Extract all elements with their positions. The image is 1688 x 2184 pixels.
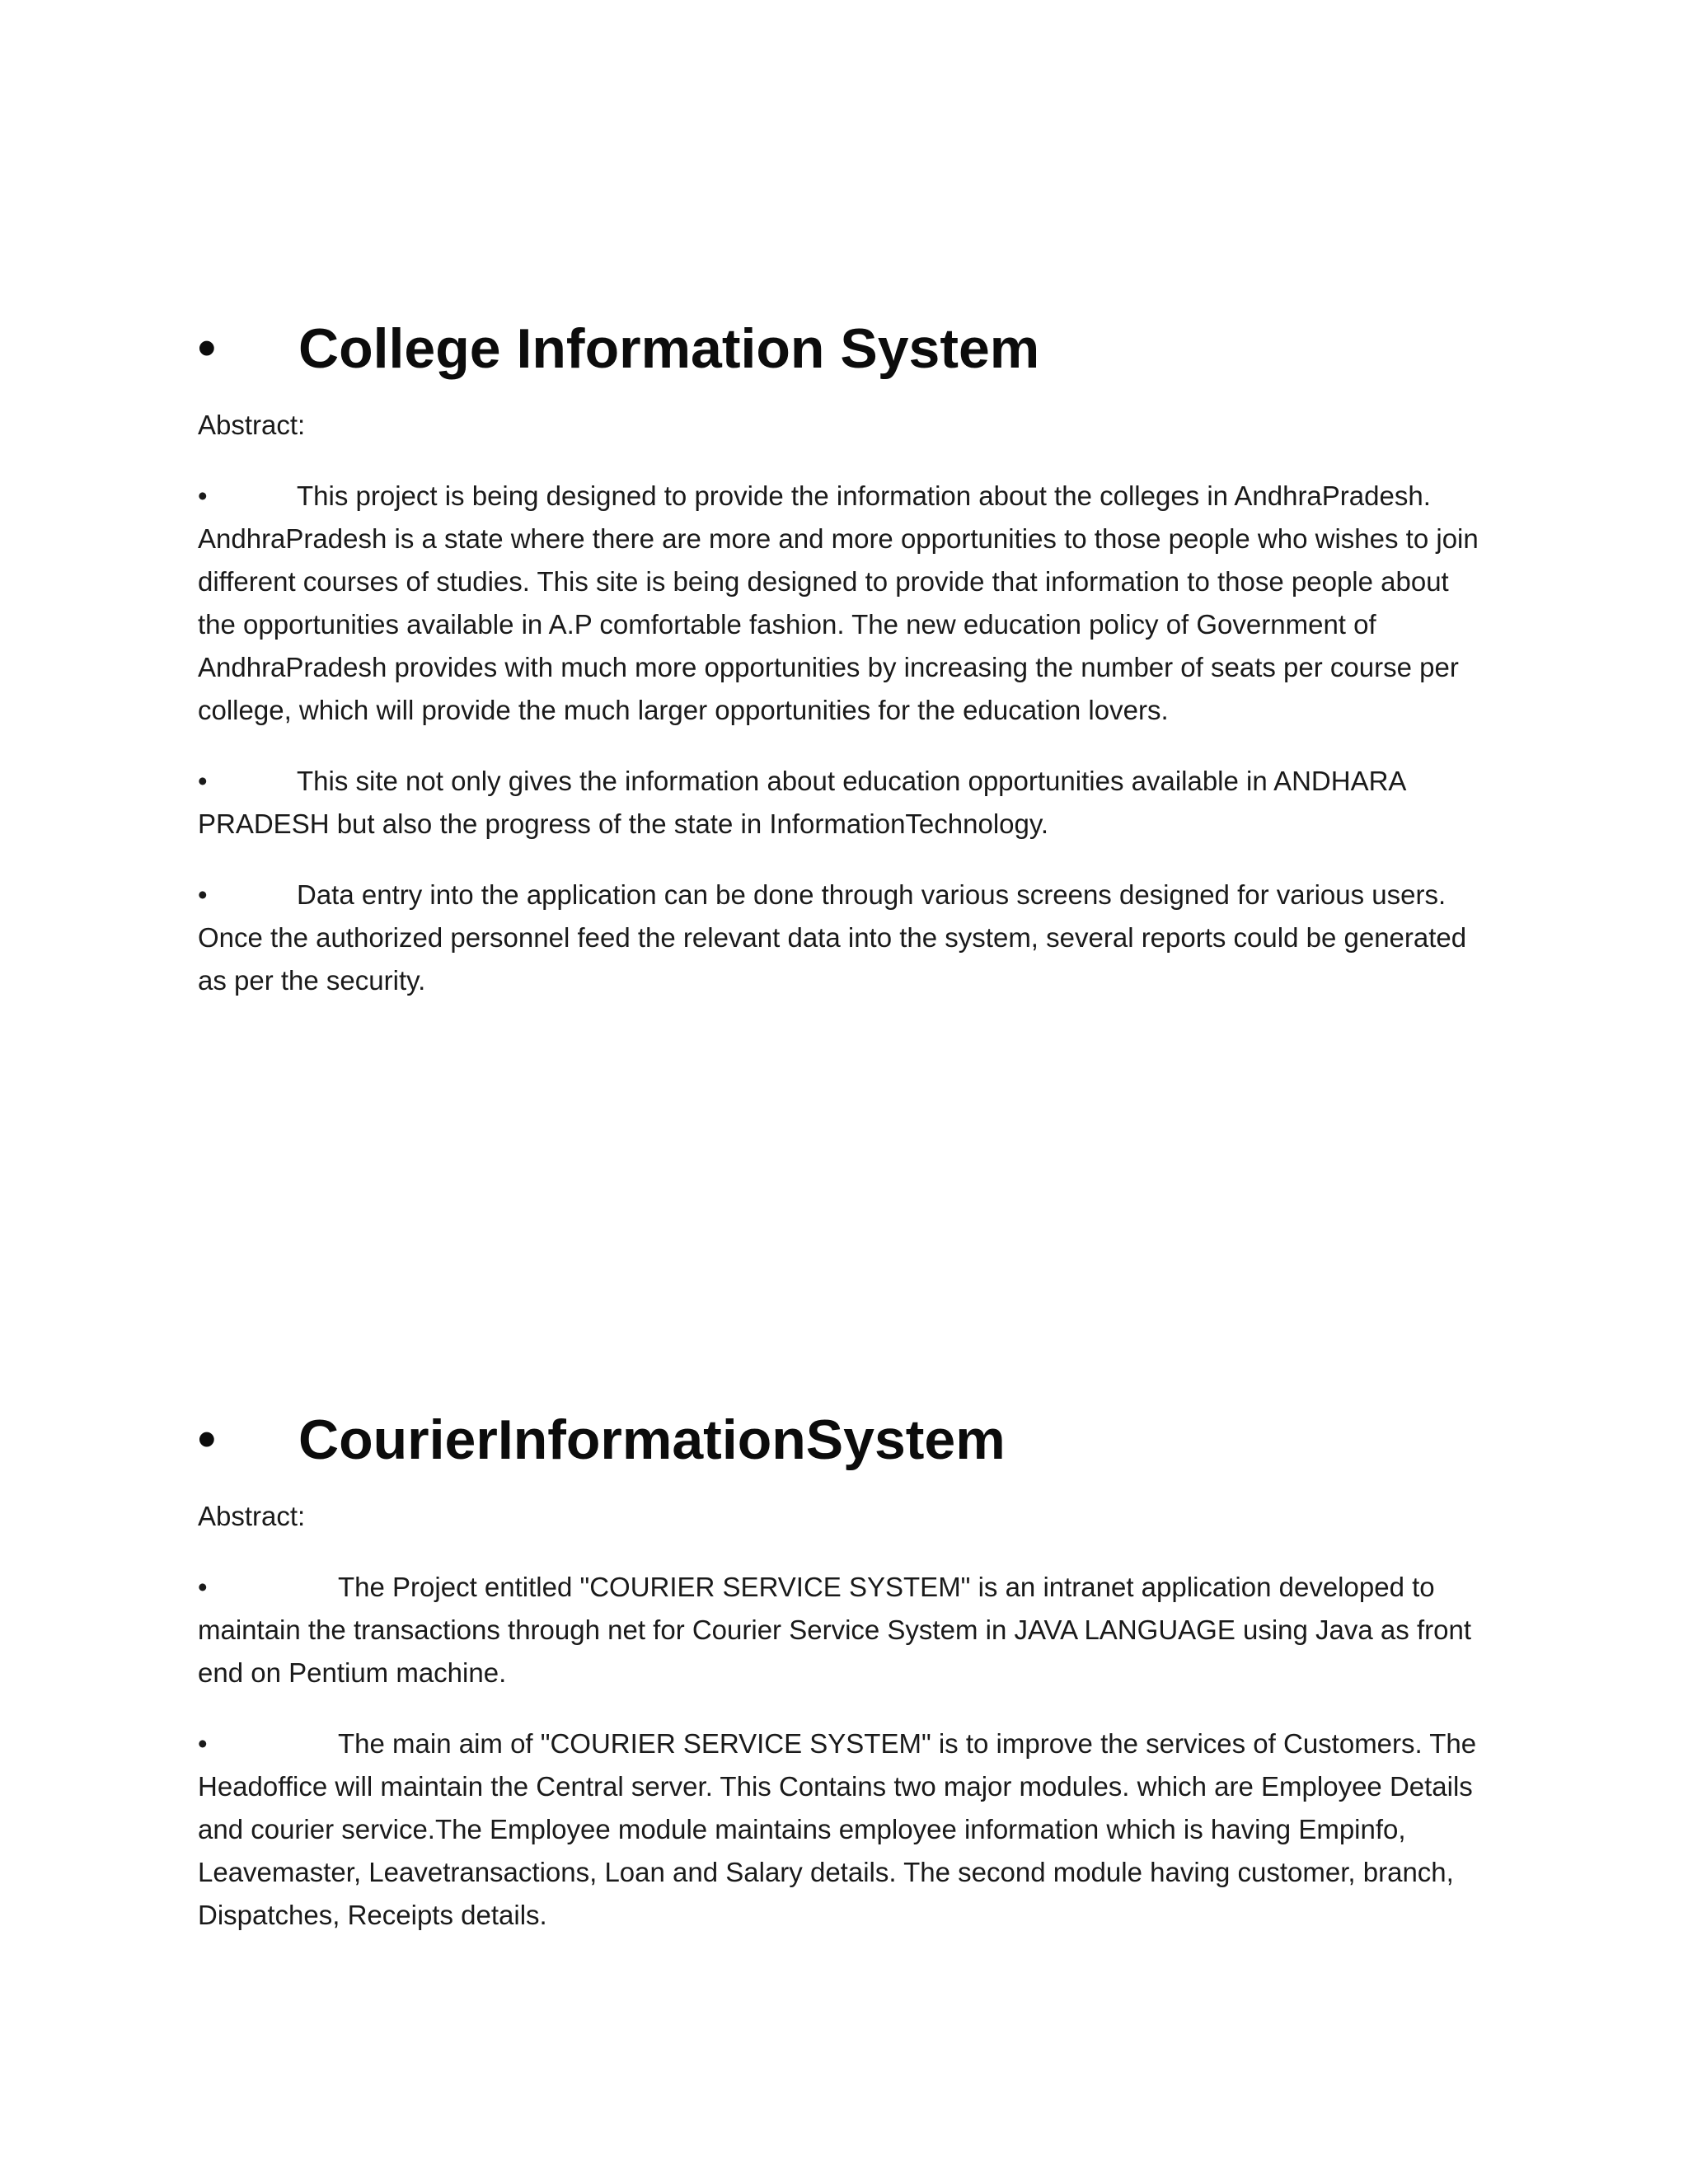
heading-bullet: • — [198, 1411, 216, 1468]
abstract-paragraph — [198, 874, 1492, 1002]
paragraph-text: The Project entitled "COURIER SERVICE SYSTEM" is an intranet application developed to maintain the transactions through net for Courier Service System in JAVA LANGUAGE using Java as front end on Pentium machine. — [198, 1572, 1471, 1688]
section-heading — [198, 312, 1492, 386]
paragraph-bullet: • — [198, 480, 208, 511]
section-heading — [198, 1403, 1492, 1477]
paragraph-bullet: • — [198, 766, 208, 796]
abstract-paragraph — [198, 1722, 1492, 1937]
abstract-paragraph — [198, 475, 1492, 732]
paragraph-bullet: • — [198, 1728, 208, 1759]
section-college-information-system — [198, 312, 1492, 1002]
abstract-label: Abstract: — [198, 1501, 306, 1531]
paragraph-text: The main aim of "COURIER SERVICE SYSTEM" is to improve the services of Customers. The Headoffice will maintain the Central server. This Contains two major modules. which are Employee Details and courier service.The Employee module maintains employee information which is having Empinfo, Leavemaster, Leavetransactions, Loan and Salary details. The second module having customer, branch, Dispatches, Receipts details. — [198, 1728, 1477, 1930]
paragraph-text: This project is being designed to provide the information about the colleges in AndhraPradesh. AndhraPradesh is a state where there are more and more opportunities to those people who wishes to join different courses of studies. This site is being designed to provide that information to those people about the opportunities available in A.P comfortable fashion. The new education policy of Government of AndhraPradesh provides with much more opportunities by increasing the number of seats per course per college, which will provide the much larger opportunities for the education lovers. — [198, 480, 1479, 725]
paragraph-bullet: • — [198, 1572, 208, 1602]
abstract-label: Abstract: — [198, 410, 306, 440]
section-courier-information-system — [198, 1403, 1492, 1937]
abstract-paragraph — [198, 1566, 1492, 1694]
paragraph-text: This site not only gives the information about education opportunities available in ANDHARA PRADESH but also the progress of the state in InformationTechnology. — [198, 766, 1405, 839]
paragraph-bullet: • — [198, 879, 208, 910]
paragraph-text: Data entry into the application can be done through various screens designed for various users. Once the authorized personnel feed the relevant data into the system, several reports could be generated as per the security. — [198, 879, 1467, 996]
abstract-paragraph — [198, 760, 1492, 846]
heading-title: CourierInformationSystem — [298, 1408, 1006, 1471]
heading-title: College Information System — [298, 317, 1040, 380]
heading-bullet: • — [198, 320, 216, 377]
